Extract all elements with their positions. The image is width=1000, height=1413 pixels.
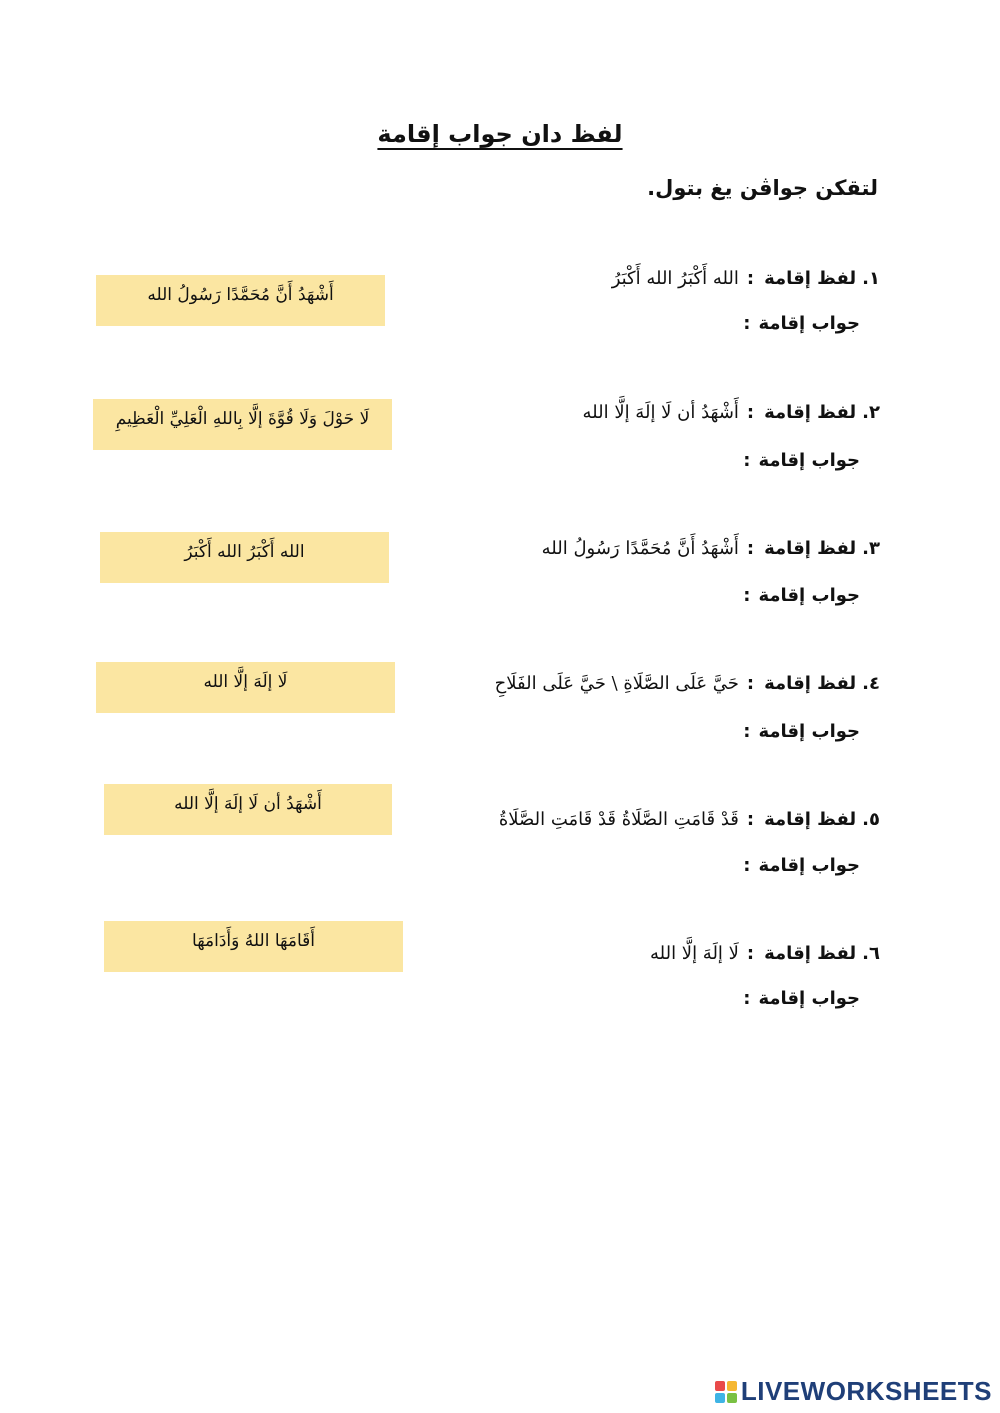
answer-label: جواب إقامة: [758, 721, 860, 742]
logo-square-green: [727, 1393, 737, 1403]
lafaz-label: لفظ إقامة: [764, 402, 857, 423]
colon: :: [743, 855, 751, 876]
answer-label: جواب إقامة: [758, 855, 860, 876]
question-1-answer[interactable]: [743, 313, 860, 334]
lafaz-label: لفظ إقامة: [764, 943, 857, 964]
logo-square-blue: [715, 1393, 725, 1403]
colon: :: [746, 402, 755, 423]
question-number: ٢.: [862, 402, 880, 423]
question-number: ٣.: [862, 538, 880, 559]
logo-square-red: [715, 1381, 725, 1391]
colon: :: [743, 585, 751, 606]
answer-option-2[interactable]: لَا حَوْلَ وَلَا قُوَّةَ إلَّا بِاللهِ الْعَلِيِّ الْعَظِيمِ: [93, 399, 392, 450]
question-number: ٤.: [862, 673, 880, 694]
answer-option-4[interactable]: لَا إلَهَ إلَّا الله: [96, 662, 395, 713]
lafaz-text: لَا إلَهَ إلَّا الله: [649, 943, 739, 964]
lafaz-text: الله أَكْبَرُ الله أَكْبَرُ: [611, 268, 739, 289]
lafaz-text: قَدْ قَامَتِ الصَّلَاةُ قَدْ قَامَتِ الصَّلَاةُ: [498, 809, 739, 830]
logo-grid-icon: [715, 1381, 737, 1403]
question-number: ٦.: [862, 943, 880, 964]
colon: :: [746, 268, 755, 289]
question-4-answer[interactable]: [743, 721, 860, 742]
lafaz-label: لفظ إقامة: [764, 538, 857, 559]
question-6-answer[interactable]: [743, 988, 860, 1009]
question-6-lafaz: [650, 943, 880, 964]
logo-brand-text: LIVEWORKSHEETS: [740, 1376, 992, 1406]
logo-square-yellow: [727, 1381, 737, 1391]
answer-label: جواب إقامة: [758, 585, 860, 606]
question-4-lafaz: [495, 673, 880, 694]
answer-option-1[interactable]: أَشْهَدُ أَنَّ مُحَمَّدًا رَسُولُ الله: [96, 275, 385, 326]
answer-label: جواب إقامة: [758, 450, 860, 471]
answer-option-6[interactable]: أَقَامَهَا اللهُ وَأَدَامَهَا: [104, 921, 403, 972]
question-3-lafaz: [542, 538, 880, 559]
question-3-answer[interactable]: [743, 585, 860, 606]
colon: :: [746, 538, 755, 559]
question-2-lafaz: [583, 402, 881, 423]
lafaz-label: لفظ إقامة: [764, 673, 857, 694]
question-5-answer[interactable]: [743, 855, 860, 876]
lafaz-text: حَيَّ عَلَى الصَّلَاةِ \ حَيَّ عَلَى الفَلَاحِ: [494, 673, 739, 694]
question-number: ١.: [862, 268, 880, 289]
colon: :: [746, 943, 755, 964]
question-1-lafaz: [612, 268, 880, 289]
answer-label: جواب إقامة: [758, 988, 860, 1009]
lafaz-label: لفظ إقامة: [764, 268, 857, 289]
answer-option-5[interactable]: أَشْهَدُ أن لَا إلَهَ إلَّا الله: [104, 784, 392, 835]
colon: :: [746, 673, 755, 694]
worksheet-instruction: لتقكن جواڤن يغ بتول.: [647, 176, 878, 200]
answer-label: جواب إقامة: [758, 313, 860, 334]
colon: :: [743, 450, 751, 471]
worksheet-title: لفظ دان جواب إقامة: [377, 120, 623, 148]
colon: :: [743, 988, 751, 1009]
lafaz-label: لفظ إقامة: [764, 809, 857, 830]
question-5-lafaz: [499, 809, 880, 830]
lafaz-text: أَشْهَدُ أن لَا إلَهَ إلَّا الله: [582, 402, 739, 423]
colon: :: [743, 721, 751, 742]
colon: :: [746, 809, 755, 830]
question-2-answer[interactable]: [743, 450, 860, 471]
colon: :: [743, 313, 751, 334]
question-number: ٥.: [862, 809, 880, 830]
answer-option-3[interactable]: الله أَكْبَرُ الله أَكْبَرُ: [100, 532, 389, 583]
liveworksheets-logo: [715, 1376, 992, 1407]
lafaz-text: أَشْهَدُ أَنَّ مُحَمَّدًا رَسُولُ الله: [541, 538, 739, 559]
